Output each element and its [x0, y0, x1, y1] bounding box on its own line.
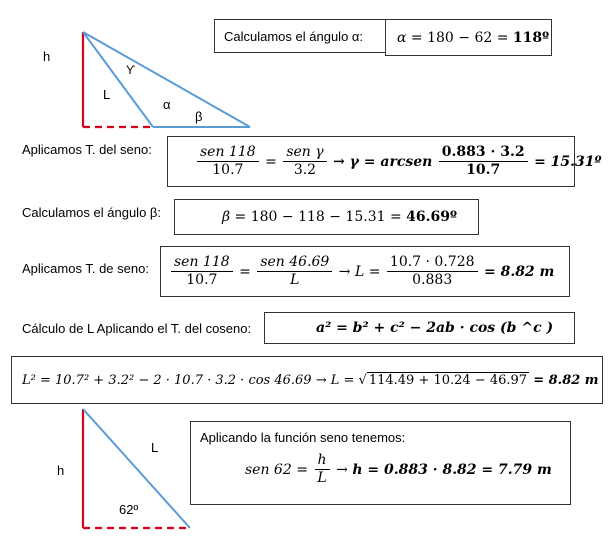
step2-frac1: $\frac{\text{sen 118}}{10.7}$: [197, 145, 259, 179]
step7-result: h = 0.883 · 8.82 = 7.79 m: [352, 461, 552, 478]
step6-formula-box: [11, 356, 603, 404]
step6-radicand: 114.49 + 10.24 − 46.97: [368, 372, 528, 388]
step7-label: Aplicando la función seno tenemos:: [200, 430, 406, 445]
step2-label: Aplicamos T. del seno:: [22, 142, 152, 157]
step6-result: = 8.82 m: [533, 372, 599, 388]
step1-expr: = 180 − 62 =: [410, 29, 509, 46]
step2-frac3: $\frac{0.883 \cdot 3.2}{10.7}$: [439, 145, 528, 179]
step7-formula: sen 62 = $\frac{h}{L}$ → h = 0.883 · 8.82 = 7.79 m: [245, 452, 552, 487]
step1-label: Calculamos el ángulo α:: [224, 28, 364, 44]
step1-formula-box: [385, 19, 552, 56]
step1-formula: [397, 30, 549, 46]
step3-result: 46.69º: [406, 209, 457, 225]
triangle1-label-L: L: [103, 87, 111, 102]
step4-frac1: $\frac{\text{sen 118}}{10.7}$: [171, 255, 233, 289]
triangle2-label-h: h: [57, 463, 65, 478]
step5-formula-box: [264, 312, 575, 344]
triangle1-label-h: h: [43, 49, 51, 64]
step7-box: [190, 421, 571, 505]
step4-formula-box: [160, 246, 570, 297]
step4-formula: $\frac{\text{sen 118}}{10.7}$ = $\frac{\text{sen 46.69}}{L}$ → L = $\frac{10.7 \cdot 0.728}{0.883}$ = 8.82 m: [169, 255, 554, 289]
step7-frac: $\frac{h}{L}$: [314, 453, 329, 487]
step6-formula: L² = 10.7² + 3.2² − 2 · 10.7 · 3.2 · cos 46.69 → L = √ 114.49 + 10.24 − 46.97 = 8.82 m: [22, 372, 599, 388]
step4-label: Aplicamos T. de seno:: [22, 261, 149, 276]
step3-formula: β = 180 − 118 − 15.31 = 46.69º: [222, 209, 457, 225]
step1-result: 118º: [512, 29, 550, 46]
step4-frac3: $\frac{10.7 \cdot 0.728}{0.883}$: [387, 255, 478, 289]
triangle1-label-beta: β: [195, 109, 203, 124]
triangle1-label-gamma: ϒ: [126, 63, 136, 77]
triangle2-label-L: L: [151, 440, 159, 455]
step2-frac2: $\frac{\text{sen γ}}{3.2}$: [283, 145, 326, 179]
step5-label: Cálculo de L Aplicando el T. del coseno:: [22, 321, 252, 336]
step1-lhs: α: [397, 29, 407, 46]
triangle1-side-L: [83, 32, 153, 127]
step2-formula-box: [167, 136, 602, 187]
step2-formula: $\frac{\text{sen 118}}{10.7}$ = $\frac{\text{sen γ}}{3.2}$ → γ = arcsen $\frac{0.883 \cdot 3.2}{10.7}$ = 15.31º: [195, 145, 602, 179]
step1-label-box: [214, 19, 387, 53]
step4-result: = 8.82 m: [483, 263, 555, 280]
step3-label: Calculamos el ángulo β:: [22, 205, 161, 220]
step3-formula-box: [174, 199, 479, 235]
triangle1-label-alpha: α: [163, 97, 171, 112]
triangle2-label-angle: 62º: [119, 502, 139, 517]
step2-arrow: → γ = arcsen: [333, 153, 433, 170]
step5-formula: a² = b² + c² − 2ab · cos (b ^c ): [316, 320, 554, 336]
step6-lhs: L² = 10.7² + 3.2² − 2 · 10.7 · 3.2 · cos 46.69 → L =: [22, 372, 355, 388]
step2-result: = 15.31º: [534, 153, 602, 170]
step4-frac2: $\frac{\text{sen 46.69}}{L}$: [257, 255, 332, 289]
step4-arrow: → L =: [338, 263, 381, 280]
